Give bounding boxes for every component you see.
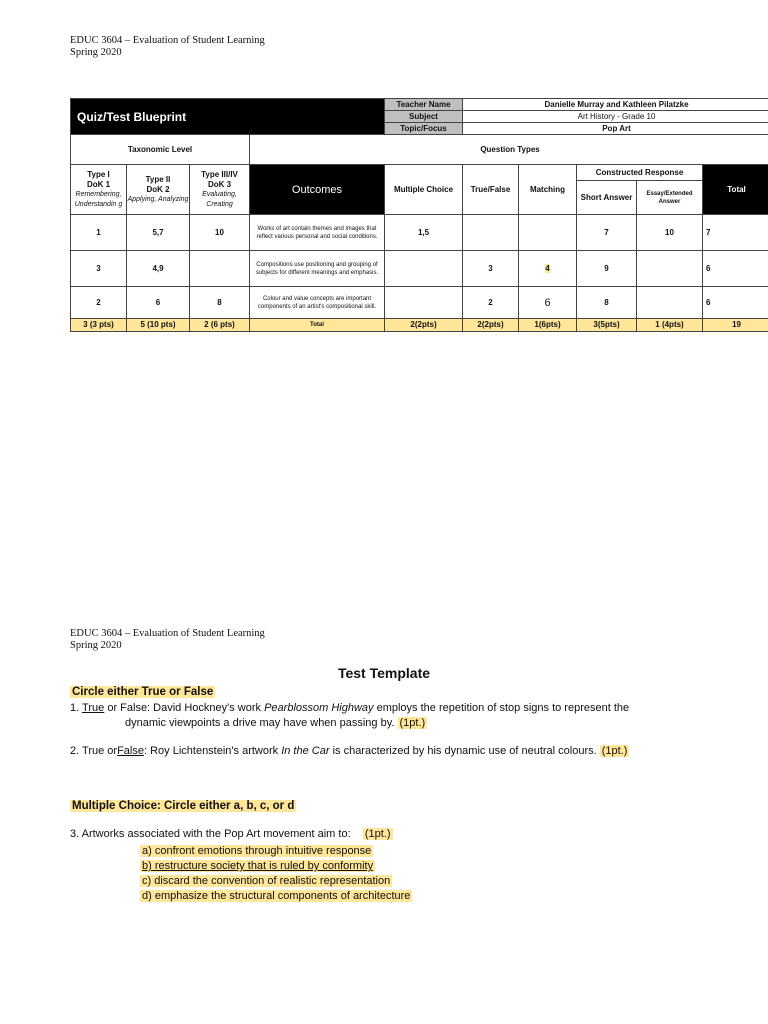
taxonomic-level-header: Taxonomic Level: [71, 135, 250, 165]
short-answer-header: Short Answer: [577, 181, 637, 215]
total-header: Total: [703, 165, 768, 215]
page-header: [70, 628, 265, 652]
term: Spring 2020: [70, 640, 122, 651]
table-row: 3 4,9 Compositions use positioning and grouping of subjects for different meanings and emphasis. 3 4 9 6: [71, 251, 768, 287]
type2-header: Type II DoK 2 Applying, Analyzing: [127, 165, 190, 215]
type1-header: Type I DoK 1 Remembering, Understandin g: [71, 165, 127, 215]
page-header: [70, 35, 265, 59]
test-title: Test Template: [337, 665, 431, 681]
outcome-text: Compositions use positioning and grouping of subjects for different meanings and emphasis.: [250, 251, 385, 287]
question-2: 2. True orFalse: Roy Lichtenstein's artwork In the Car is characterized by his dynamic use of neutral colours. (1pt.): [70, 745, 628, 757]
option-a: a) confront emotions through intuitive response: [142, 845, 372, 857]
subject-value: Art History - Grade 10: [463, 111, 768, 123]
blueprint-title: Quiz/Test Blueprint: [71, 99, 385, 135]
course-title: EDUC 3604 – Evaluation of Student Learning: [70, 628, 265, 639]
outcome-text: Works of art contain themes and images that reflect various personal and social conditions.: [250, 215, 385, 251]
course-title: EDUC 3604 – Evaluation of Student Learning: [70, 35, 265, 46]
outcomes-header: Outcomes: [250, 165, 385, 215]
table-row: 2 6 8 Colour and value concepts are important components of an artist's compositional skill. 2 6 8 6: [71, 287, 768, 319]
term: Spring 2020: [70, 47, 122, 58]
teacher-label: Teacher Name: [385, 99, 463, 111]
outcome-text: Colour and value concepts are important components of an artist's compositional skill.: [250, 287, 385, 319]
totals-row: 3 (3 pts) 5 (10 pts) 2 (6 pts) Total 2(2pts) 2(2pts) 1(6pts) 3(5pts) 1 (4pts) 19: [71, 319, 768, 332]
question-3: 3. Artworks associated with the Pop Art movement aim to: (1pt.): [70, 828, 391, 840]
blueprint-table: [70, 98, 768, 332]
type3-header: Type III/IV DoK 3 Evaluating, Creating: [190, 165, 250, 215]
topic-label: Topic/Focus: [385, 123, 463, 135]
teacher-value: Danielle Murray and Kathleen Pilatzke: [463, 99, 768, 111]
subject-label: Subject: [385, 111, 463, 123]
question-types-header: Question Types: [250, 135, 768, 165]
points-badge: (1pt.): [364, 828, 391, 840]
question-1-continued: dynamic viewpoints a drive may have when passing by. (1pt.): [125, 717, 426, 729]
points-badge: (1pt.): [399, 717, 426, 729]
constructed-response-header: Constructed Response: [577, 165, 703, 181]
points-badge: (1pt.): [601, 745, 628, 757]
table-row: 1 5,7 10 Works of art contain themes and images that reflect various personal and social conditions. 1,5 7 10 7: [71, 215, 768, 251]
topic-value: Pop Art: [463, 123, 768, 135]
option-d: d) emphasize the structural components of architecture: [142, 890, 411, 902]
section-true-false: Circle either True or False: [72, 686, 214, 698]
matching-header: Matching: [519, 165, 577, 215]
true-false-header: True/False: [463, 165, 519, 215]
option-c: c) discard the convention of realistic representation: [142, 875, 391, 887]
question-1: 1. True or False: David Hockney's work Pearblossom Highway employs the repetition of stop signs to represent the: [70, 702, 630, 714]
multiple-choice-header: Multiple Choice: [385, 165, 463, 215]
essay-header: Essay/Extended Answer: [637, 181, 703, 215]
option-b: b) restructure society that is ruled by conformity: [142, 860, 374, 872]
section-multiple-choice: Multiple Choice: Circle either a, b, c, or d: [72, 800, 295, 812]
